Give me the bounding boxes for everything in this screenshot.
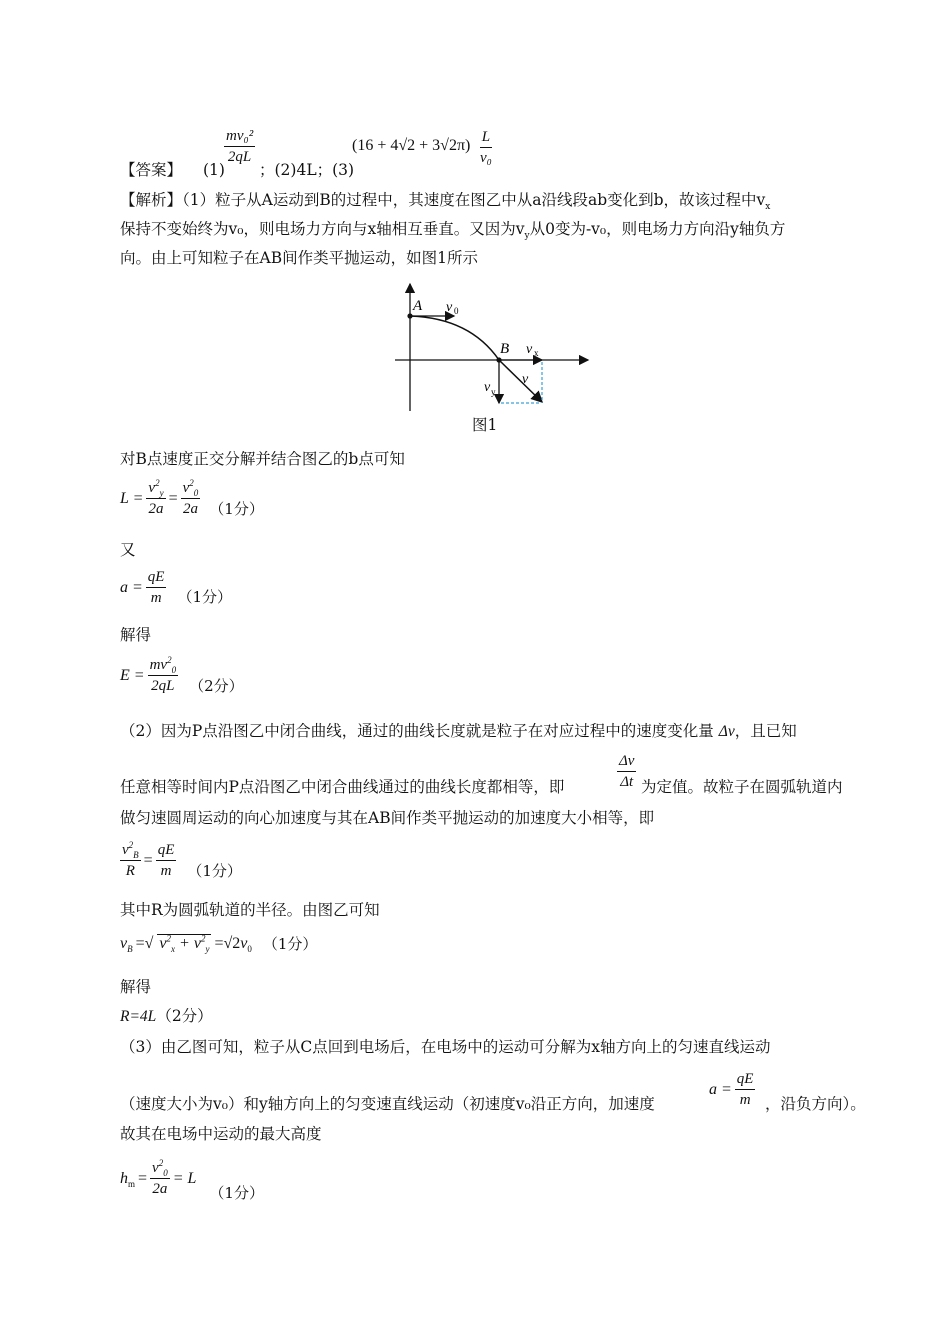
label-v0: v	[446, 300, 453, 315]
eq3-lhs: E =	[120, 666, 145, 684]
vector-v	[499, 360, 542, 402]
eq6-num: v	[152, 1160, 159, 1176]
answer-part1-denominator: 2qL	[227, 149, 252, 165]
text-jiede-1: 解得	[120, 626, 152, 644]
eq6-score: （1分）	[209, 1184, 264, 1202]
analysis-line-1	[120, 187, 770, 213]
p3-a-den: m	[739, 1092, 751, 1108]
eq4-f1-den: R	[125, 863, 135, 879]
analysis-p1-line1-sub: x	[765, 202, 771, 213]
figure-1-diagram	[380, 278, 600, 418]
label-vy: v	[484, 380, 491, 395]
eq3-num: mv	[149, 657, 168, 673]
eq2-num: qE	[146, 568, 167, 588]
equation-4: $\frac{v^2_B}{R}$ = $\frac{qE}{m}$ （1分）	[122, 840, 242, 880]
label-vx-sub: x	[534, 348, 539, 358]
result-radius: R=4L	[120, 1008, 157, 1025]
answer-part1-fraction	[224, 127, 255, 166]
eq4-f2-den: m	[160, 863, 172, 879]
delta-v: Δv	[718, 723, 735, 740]
text-jiede-2: 解得	[120, 978, 152, 996]
analysis-label: 【解析】	[120, 191, 183, 209]
analysis-p1-line2: 保持不变始终为v₀，则电场力方向与x轴相互垂直。又因为v	[120, 220, 525, 238]
p3-a-num: qE	[735, 1070, 756, 1090]
analysis-line-3: 向。由上可知粒子在AB间作类平抛运动，如图1所示	[120, 249, 478, 267]
eq4-f1-num: v	[122, 842, 129, 858]
label-v0-sub: 0	[454, 306, 459, 316]
answer-part1-prefix: (1)	[203, 161, 225, 179]
eq1-f1-den: 2a	[148, 501, 164, 517]
analysis-p2-line2: 任意相等时间内P点沿图乙中闭合曲线通过的曲线长度都相等，即	[120, 778, 565, 796]
eq1-lhs: L =	[120, 489, 144, 507]
dv-dt-fraction	[617, 752, 636, 791]
answer-part2: ；(2)4L；(3)	[259, 161, 355, 179]
eq1-f2-num: v	[182, 480, 190, 496]
answer-label: 【答案】	[120, 161, 183, 179]
eq6-lhs: h	[120, 1169, 128, 1187]
line-after-figure: 对B点速度正交分解并结合图乙的b点可知	[120, 450, 405, 468]
analysis-p1-line1: （1）粒子从A运动到B的过程中，其速度在图乙中从a沿线段ab变化到b，故该过程中v	[182, 191, 766, 209]
trajectory-curve	[410, 316, 499, 360]
result-radius-line	[120, 1003, 213, 1030]
eq2-score: （1分）	[177, 588, 233, 606]
analysis-p3-line1: （3）由乙图可知，粒子从C点回到电场后，在电场中的运动可分解为x轴方向上的匀速直线运动	[120, 1038, 771, 1056]
eq2-den: m	[150, 590, 162, 606]
eq1-f1-num: v	[148, 480, 156, 496]
p3-accel-fraction	[709, 1070, 755, 1109]
analysis-p1-line2-rest: 从0变为-v₀，则电场力方向沿y轴负方	[529, 220, 786, 238]
p3-a-lhs: a =	[709, 1080, 732, 1098]
eq5-score: （1分）	[262, 935, 318, 953]
analysis-p3-line3: 故其在电场中运动的最大高度	[120, 1125, 322, 1143]
eq6-sub: m	[128, 1178, 136, 1189]
label-a: A	[413, 298, 423, 314]
eq6-den: 2a	[152, 1181, 168, 1197]
eq6-rhs: = L	[172, 1169, 197, 1187]
dvdt-num: Δv	[617, 752, 636, 772]
analysis-p2-line2-end: 为定值。故粒子在圆弧轨道内	[641, 778, 843, 796]
label-v: v	[522, 372, 529, 387]
equation-5: $v_B$ =√ $v^2_x + v^2_y$ $=√2v_0$ （1分）	[120, 933, 318, 955]
analysis-p2-line3: 做匀速圆周运动的向心加速度与其在AB间作类平抛运动的加速度大小相等，即	[120, 809, 655, 827]
label-b: B	[500, 341, 510, 357]
eq2-lhs: a =	[120, 578, 143, 596]
p2-line1-text: （2）因为P点沿图乙中闭合曲线，通过的曲线长度就是粒子在对应过程中的速度变化量	[120, 722, 714, 740]
analysis-p3-line2: （速度大小为v₀）和y轴方向上的匀变速直线运动（初速度v₀沿正方向，加速度	[120, 1095, 655, 1113]
equation-2	[120, 568, 232, 607]
eq1-score: （1分）	[209, 500, 264, 518]
eq1-f2-den: 2a	[182, 501, 198, 517]
line-radius: 其中R为圆弧轨道的半径。由图乙可知	[120, 901, 380, 919]
eq5-v: v	[120, 934, 128, 952]
answer-part3-numerator: L	[480, 128, 492, 148]
label-vx: v	[526, 342, 533, 357]
answer-part3-paren: (16 + 4√2 + 3√2π)	[352, 137, 471, 154]
analysis-p2-line1	[120, 718, 797, 745]
result-radius-score: （2分）	[156, 1007, 213, 1025]
eq3-score: （2分）	[189, 677, 244, 695]
p2-line1-end: ，且已知	[734, 722, 797, 740]
label-vy-sub: y	[491, 387, 496, 397]
answer-part3-fraction	[478, 128, 494, 167]
equation-3: E = $\frac{mv^2_0}{2qL}$ （2分）	[120, 655, 244, 695]
equation-1: L = $\frac{v^2_y}{2a}$ = $\frac{v^2_0}{2a}$ （1分）	[120, 478, 264, 518]
eq3-den: 2qL	[151, 678, 175, 694]
text-you: 又	[120, 541, 136, 559]
analysis-p1-line2-sub: y	[524, 231, 530, 242]
eq4-f2-num: qE	[156, 841, 177, 861]
answer-part3-denominator: v₀	[480, 150, 492, 166]
answer-part1-numerator: mv₀²	[224, 127, 255, 147]
dvdt-den: Δt	[620, 774, 634, 790]
figure-1-caption: 图1	[472, 416, 498, 434]
analysis-p3-line2-end: ，沿负方向）。	[765, 1095, 866, 1113]
eq4-score: （1分）	[187, 862, 242, 880]
analysis-line-2	[120, 216, 785, 242]
equation-6: $h_m$ = $\frac{v^2_0}{2a}$ = L （1分）	[120, 1158, 264, 1202]
